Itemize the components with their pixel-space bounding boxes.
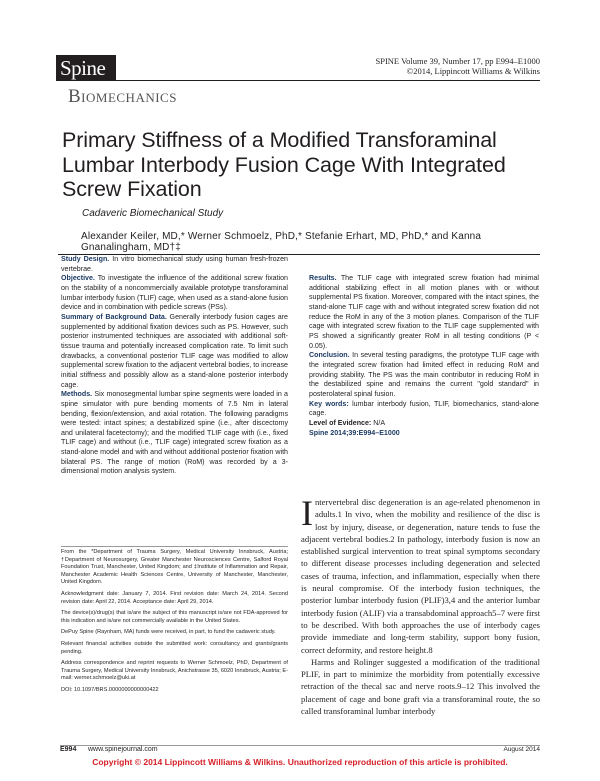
footnotes xyxy=(61,549,288,699)
footnote-doi: DOI: 10.1097/BRS.0000000000000422 xyxy=(61,686,159,693)
methods-label: Methods. xyxy=(61,390,93,399)
body-text xyxy=(301,493,540,717)
section-label: Biomechanics xyxy=(68,86,177,107)
background-label: Summary of Background Data. xyxy=(61,312,167,321)
abstract-results xyxy=(309,274,539,351)
page-number: E994 xyxy=(60,746,77,753)
journal-copyright-line: ©2014, Lippincott Williams & Wilkins xyxy=(406,66,540,76)
body-paragraph-2: Harms and Rolinger suggested a modification of the traditional PLIF, in part to minimize the morbidity from potentially excessive retraction of the thecal sac and nerve roots.9–12 This involved the placement of cage and bone graft via a transforaminal route, the so called transforaminal lumbar interbody xyxy=(301,656,540,717)
footnote-funding: DePuy Spine (Raynham, MA) funds were received, in part, to fund the cadaveric study. xyxy=(61,629,276,636)
journal-volume-line: SPINE Volume 39, Number 17, pp E994–E1000 xyxy=(375,56,540,66)
footnote-correspondence: Address correspondence and reprint requests to Werner Schmoelz, PhD, Department of Trauma Surgery, Medical University Innsbruck, Anichstrasse 35, 6020 Innsbruck, Austria; E-mail: werner.schmoelz@uki.at xyxy=(61,660,288,682)
keywords-text: lumbar interbody fusion, TLIF, biomechanics, stand-alone cage. xyxy=(309,399,539,418)
objective-text: To investigate the influence of the additional screw fixation on the stability of a noncommercially available prototype transforaminal lumbar interbody fusion (TLIF) cage, when used as a stand-alone fusion device and in combination with pedicle screws (PSs). xyxy=(61,274,289,312)
author-list: Alexander Keiler, MD,* Werner Schmoelz, PhD,* Stefanie Erhart, MD, PhD,* and Kanna Gnanalingham, MD†‡ xyxy=(81,231,482,253)
conclusion-label: Conclusion. xyxy=(309,351,350,360)
copyright-notice: Copyright © 2014 Lippincott Williams & Wilkins. Unauthorized reproduction of this article is prohibited. xyxy=(92,757,508,767)
body-paragraph-1-text: ntervertebral disc degeneration is an age-related phenomenon in adults.1 In vivo, when the mobility and resilience of the disc is lost by injury, disease, or degeneration, nature tends to fuse the adjacent vertebral bodies.2 In pathology, interbody fusion is now an established surgical intervention to treat spinal symptoms secondary to different disease processes including degeneration and selected cases of trauma, infection, and inflammation, especially when there is neural compromise. Of the interbody fusion techniques, the posterior lumbar interbody fusion (PLIF)3,4 and the anterior lumbar interbody fusion (ALIF) via a transabdominal approach5–7 were first to be described. With both approaches the use of interbody cages provide immediate and long-term stability, support bony fusion, correct deformity, and restore height.8 xyxy=(301,497,540,655)
header-divider xyxy=(56,80,540,81)
evidence-text: N/A xyxy=(373,418,386,427)
abstract-study-design xyxy=(61,255,288,274)
abstract-left-column xyxy=(61,255,288,477)
footnote-fda: The device(s)/drug(s) that is/are the subject of this manuscript is/are not FDA-approved for this indication and is/are not commercially available in the United States. xyxy=(61,610,288,624)
objective-label: Objective. xyxy=(61,274,95,283)
article-title: Primary Stiffness of a Modified Transforaminal Lumbar Interbody Fusion Cage With Integrated Screw Fixation xyxy=(62,128,506,201)
abstract-evidence xyxy=(309,419,539,429)
issue-date: August 2014 xyxy=(503,746,540,753)
study-design-label: Study Design. xyxy=(61,255,110,263)
abstract-background xyxy=(61,313,288,390)
journal-logo-text: Spine xyxy=(60,56,106,80)
body-paragraph-1 xyxy=(301,493,540,656)
abstract-methods xyxy=(61,390,288,477)
conclusion-text: In several testing paradigms, the prototype TLIF cage with the integrated screw fixation had limited effect in reducing RoM and providing stability. The PS was the main contributor in reducing RoM in the destabilized spine and remains the current "gold standard" in posterolateral spinal fusion. xyxy=(309,351,539,398)
journal-url[interactable]: www.spinejournal.com xyxy=(88,746,158,753)
evidence-label: Level of Evidence: xyxy=(309,418,372,427)
study-design-text: In vitro biomechanical study using human fresh-frozen vertebrae. xyxy=(61,255,288,273)
abstract-conclusion xyxy=(309,351,539,399)
drop-cap: I xyxy=(301,493,313,533)
journal-info xyxy=(376,56,541,76)
citation-text: Spine 2014;39:E994–E1000 xyxy=(309,428,400,437)
article-subtitle: Cadaveric Biomechanical Study xyxy=(82,208,224,219)
abstract-right-column xyxy=(309,255,539,438)
footnote-dates: Acknowledgment date: January 7, 2014. First revision date: March 24, 2014. Second revision date: April 22, 2014. Acceptance date: April 29, 2014. xyxy=(61,590,288,605)
abstract-objective xyxy=(61,274,288,313)
methods-text: Six monosegmental lumbar spine segments were loaded in a spine simulator with pure bending moments of 7.5 Nm in lateral bending, flexion/extension, and axial rotation. The following paradigms were tested: intact spines; a destabilized spine (i.e., after discectomy and unilateral facetectomy); and the modified TLIF cage with (i.e., fixed TLIF cage) and without (i.e., TLIF cage) integrated screw fixation as a stand-alone model and with and without additional posterior fixation with bilateral PS. The range of motion (RoM) was recorded by a 3-dimensional motion analysis system. xyxy=(61,390,288,476)
results-text: The TLIF cage with integrated screw fixation had minimal additional stabilizing effect in all motion planes with or without supplemental PS fixation. Moreover, compared with the intact spines, the stand-alone TLIF cage with and without integrated screw fixation did not reduce the RoM in any of the 3 motion planes. Comparison of the TLIF cage with integrated screw fixation to the TLIF cage supplemented with PS showed a significantly greater RoM in all testing conditions (P < 0.05). xyxy=(309,274,539,350)
footnote-affiliations: From the *Department of Trauma Surgery, Medical University Innsbruck, Austria; †Department of Neurosurgery, Greater Manchester Neurosciences Centre, Salford Royal Foundation Trust, Manchester, United Kingdom; and ‡Institute of Inflammation and Repair, Manchester Academic Health Sciences Centre, University of Manchester, Manchester, United Kingdom. xyxy=(61,549,288,586)
keywords-label: Key words: xyxy=(309,399,349,408)
footnote-divider xyxy=(61,546,288,547)
abstract-keywords xyxy=(309,400,539,419)
results-label: Results. xyxy=(309,274,337,282)
footnote-financial: Relevant financial activities outside the submitted work: consultancy and grants/grants pending. xyxy=(61,640,288,655)
background-text: Generally interbody fusion cages are supplemented by additional fixation devices such as PS. However, such posterior instrumented techniques are associated with additional soft-tissue trauma and potentially increased complication rate. To limit such drawbacks, a conventional posterior TLIF cage was modified to allow supplemental screw fixation to the adjacent vertebral bodies, to increase initial stiffness and possibly allow as a stand-alone posterior interbody cage. xyxy=(61,312,288,389)
abstract-citation xyxy=(309,429,539,439)
